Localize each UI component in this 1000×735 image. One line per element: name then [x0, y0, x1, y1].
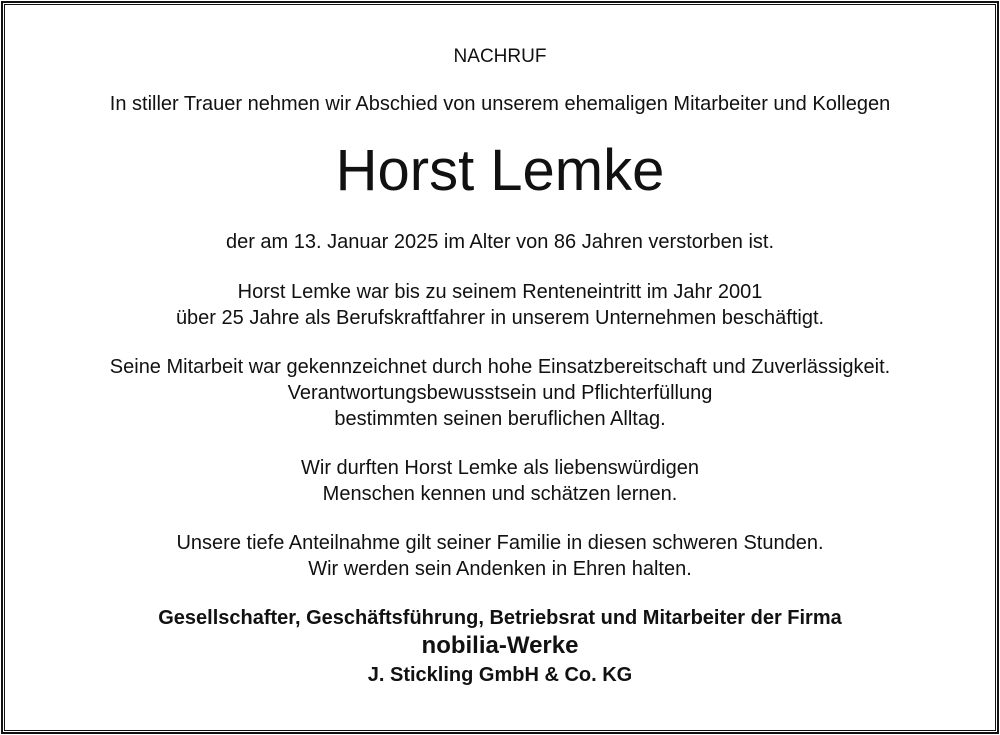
- condolence-line-1: Unsere tiefe Anteilnahme gilt seiner Familie in diesen schweren Stunden.: [176, 532, 824, 554]
- condolence-line-2: Wir werden sein Andenken in Ehren halten.: [308, 558, 692, 580]
- signature-group: Gesellschafter, Geschäftsführung, Betriebsrat und Mitarbeiter der Firma: [158, 607, 842, 629]
- intro-text: In stiller Trauer nehmen wir Abschied von unserem ehemaligen Mitarbeiter und Kollegen: [109, 93, 891, 115]
- personal-line-1: Wir durften Horst Lemke als liebenswürdigen: [301, 457, 699, 479]
- personal-line-2: Menschen kennen und schätzen lernen.: [322, 483, 678, 505]
- company-legal-name: J. Stickling GmbH & Co. KG: [367, 664, 633, 686]
- character-line-2: Verantwortungsbewusstsein und Pflichterfüllung: [287, 382, 713, 404]
- company-name: nobilia-Werke: [421, 632, 579, 659]
- death-date-line: der am 13. Januar 2025 im Alter von 86 Jahren verstorben ist.: [225, 231, 775, 253]
- obituary-heading: NACHRUF: [453, 46, 547, 67]
- career-line-2: über 25 Jahre als Berufskraftfahrer in unserem Unternehmen beschäftigt.: [175, 307, 825, 329]
- deceased-name: Horst Lemke: [335, 138, 665, 203]
- career-line-1: Horst Lemke war bis zu seinem Renteneintritt im Jahr 2001: [237, 281, 763, 303]
- character-line-3: bestimmten seinen beruflichen Alltag.: [334, 408, 666, 430]
- character-line-1: Seine Mitarbeit war gekennzeichnet durch hohe Einsatzbereitschaft und Zuverlässigkeit.: [109, 356, 891, 378]
